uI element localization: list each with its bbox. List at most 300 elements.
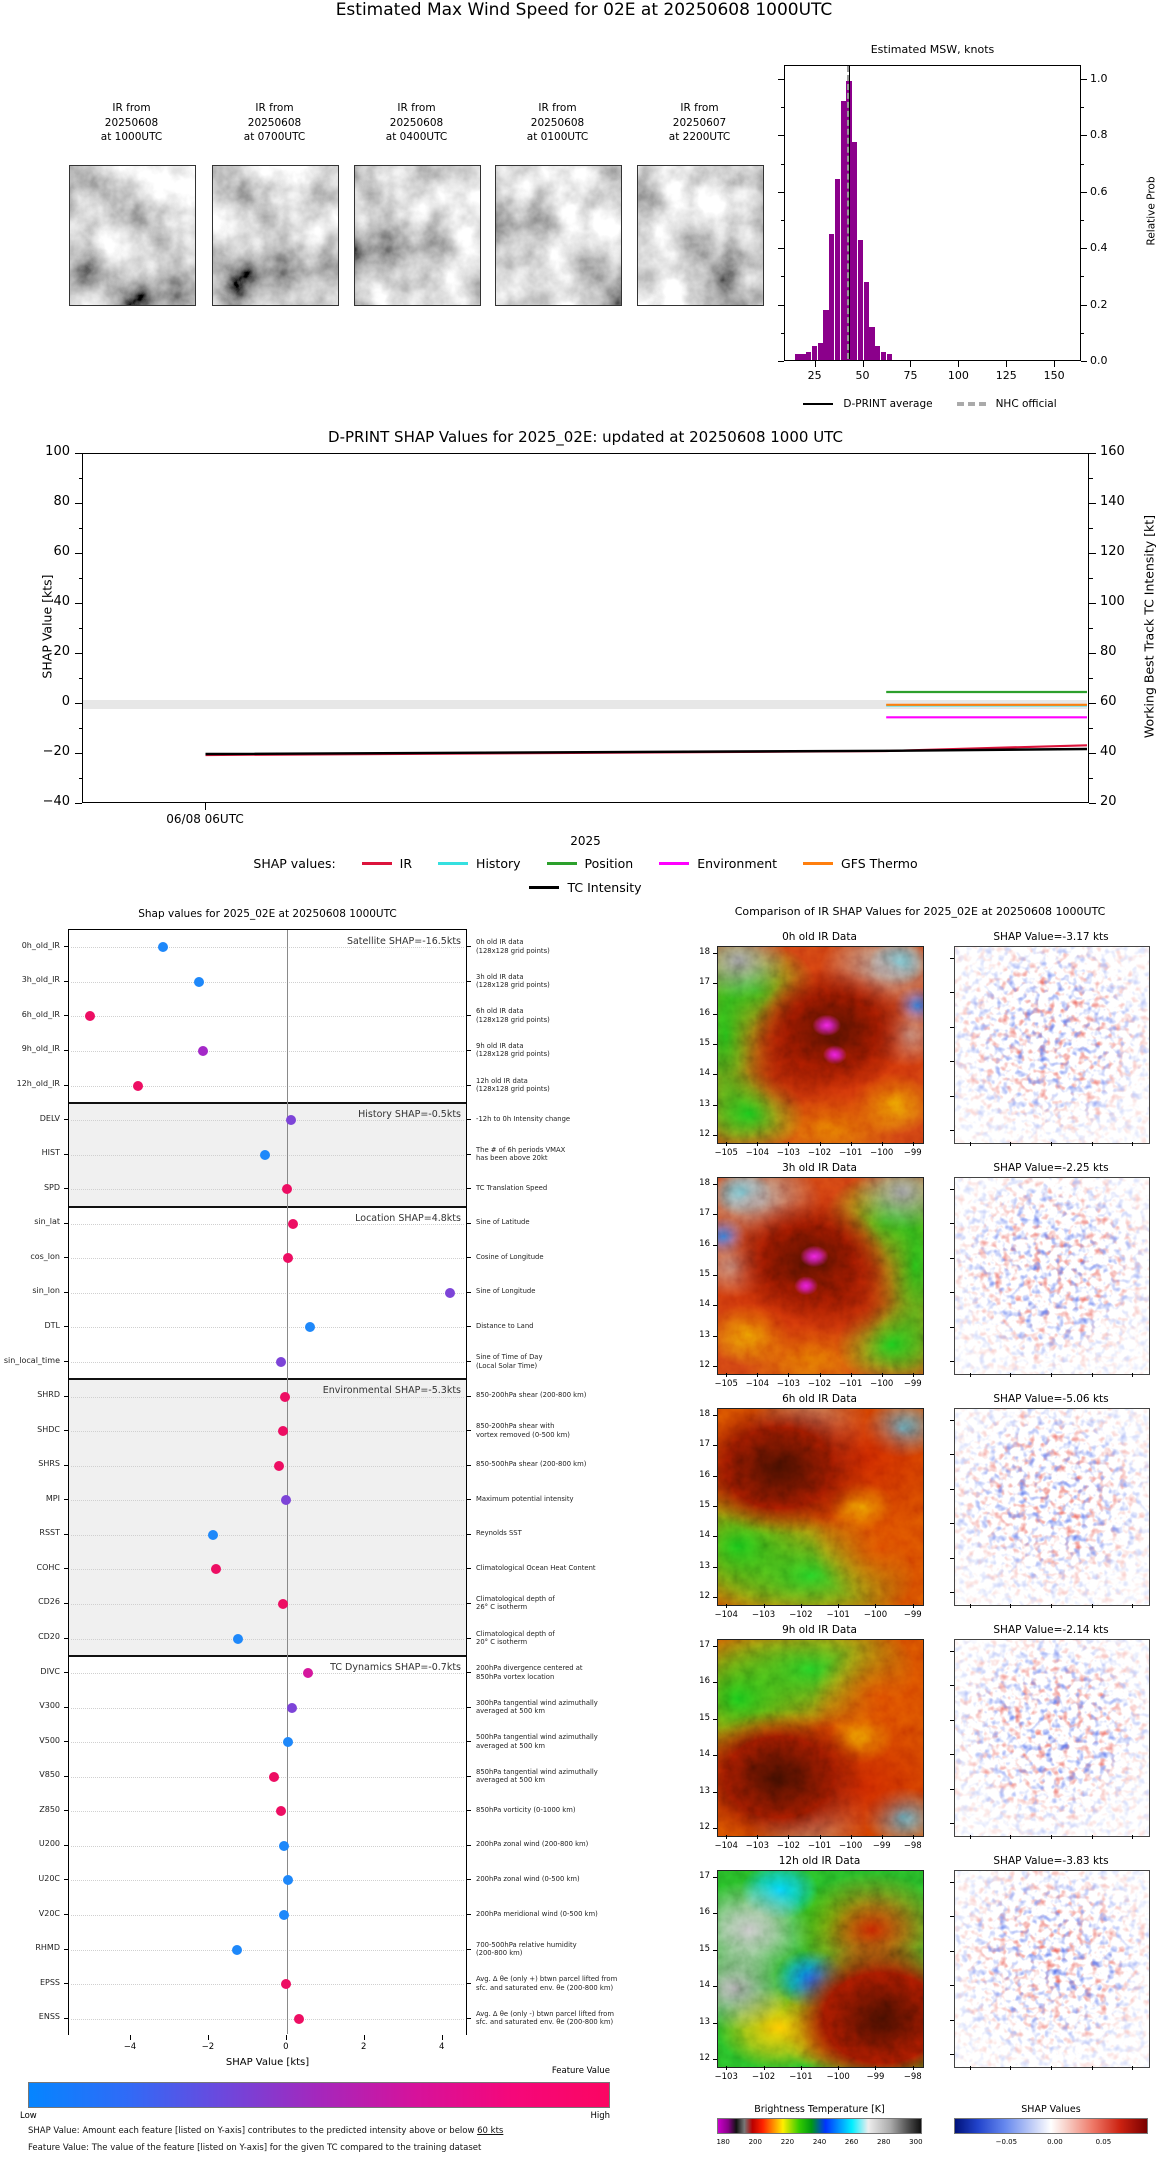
- dprint-average-legend-label: D-PRINT average: [843, 398, 933, 410]
- brightness-colorbar: [717, 2118, 922, 2134]
- timeseries-right-tick: 160: [1100, 444, 1125, 459]
- footnote-feature-value: Feature Value: The value of the feature [listed on Y-axis] for the given TC compared to the training dataset: [28, 2143, 482, 2153]
- feature-dot: [280, 1392, 290, 1402]
- timeseries-right-tick: 60: [1100, 694, 1117, 709]
- feature-description: 200hPa zonal wind (200-800 km): [476, 1840, 589, 1849]
- row-guide: [71, 1500, 464, 1501]
- histogram-bar: [841, 101, 846, 361]
- ir-map-texture: [718, 1178, 923, 1374]
- timeseries-right-tick: 120: [1100, 544, 1125, 559]
- feature-description: 3h old IR data (128x128 grid points): [476, 972, 550, 990]
- ir-map: [717, 1639, 924, 1837]
- feature-label: V20C: [38, 1908, 60, 1918]
- shap-speckle: [955, 1871, 1149, 2067]
- histogram-bar: [852, 142, 857, 360]
- section-separator: [69, 1655, 466, 1657]
- lon-tick-label: −105: [714, 1148, 738, 1158]
- legend-label: Environment: [697, 856, 778, 871]
- feature-label: MPI: [45, 1493, 60, 1503]
- row-guide: [71, 1362, 464, 1363]
- lon-tick-label: −100: [826, 2072, 850, 2082]
- lon-tick-label: −102: [776, 1841, 801, 1851]
- lon-tick-label: −101: [789, 2072, 813, 2082]
- lon-tick-label: −104: [714, 1841, 738, 1851]
- row-guide: [71, 1224, 464, 1225]
- lon-tick-label: −101: [807, 1841, 832, 1851]
- shap-map: [954, 1408, 1150, 1606]
- feature-value-colorbar-title: Feature Value: [551, 2066, 610, 2076]
- ir-cloud-noise: [355, 166, 480, 305]
- lat-tick-label: 13: [699, 1329, 710, 1340]
- feature-dot: [279, 1841, 289, 1851]
- shap-map: [954, 1870, 1150, 2068]
- row-guide: [71, 1604, 464, 1605]
- lon-tick-label: −103: [776, 1379, 801, 1389]
- footnote-shap-value: SHAP Value: Amount each feature [listed on Y-axis] contributes to the predicted intensity above or below 60 kts: [28, 2126, 504, 2136]
- feature-label: Z850: [39, 1804, 60, 1814]
- timeseries-right-tick: 20: [1100, 794, 1117, 809]
- lat-tick-label: 16: [699, 1676, 710, 1687]
- lat-tick-label: 15: [699, 1712, 710, 1723]
- shap-colorbar-title: SHAP Values: [1021, 2104, 1081, 2115]
- ir-thumbnail-image: [212, 165, 339, 306]
- row-guide: [71, 1051, 464, 1052]
- histogram-ytick-label: 0.2: [1090, 297, 1108, 311]
- feature-description: 700-500hPa relative humidity (200-800 km): [476, 1940, 577, 1958]
- brightness-tick-label: 260: [844, 2138, 859, 2146]
- lon-tick-label: −101: [826, 1610, 850, 1620]
- brightness-tick-label: 220: [780, 2138, 795, 2146]
- dot-plot-xtick: 2: [361, 2042, 367, 2052]
- lat-tick-label: 16: [699, 1007, 710, 1018]
- feature-description: -12h to 0h Intensity change: [476, 1114, 571, 1123]
- lat-tick-label: 16: [699, 1907, 710, 1918]
- histogram-bar: [835, 179, 840, 360]
- feature-label: 12h_old_IR: [16, 1079, 60, 1089]
- colorbar-low-label: Low: [20, 2111, 37, 2121]
- histogram-xtick-label: 125: [995, 369, 1017, 382]
- feature-label: RHMD: [35, 1943, 60, 1953]
- feature-dot: [233, 1634, 243, 1644]
- feature-description: Avg. Δ θe (only -) btwn parcel lifted from sfc. and saturated env. θe (200-800 km): [476, 2009, 614, 2027]
- ir-thumbnail-label: IR from 20250608 at 1000UTC: [100, 102, 163, 144]
- ir-map-title: 12h old IR Data: [778, 1855, 861, 1867]
- feature-description: TC Translation Speed: [476, 1183, 548, 1192]
- ir-cloud-noise: [70, 166, 195, 305]
- ir-map-title: 9h old IR Data: [782, 1624, 857, 1636]
- feature-dot: [276, 1806, 286, 1816]
- nhc-official-legend-label: NHC official: [995, 398, 1057, 410]
- feature-description: 6h old IR data (128x128 grid points): [476, 1007, 550, 1024]
- feature-dot: [260, 1150, 270, 1160]
- dprint-average-swatch: [803, 403, 833, 405]
- legend-item: [659, 856, 777, 871]
- lon-tick-label: −103: [745, 1841, 769, 1851]
- feature-label: cos_lon: [30, 1251, 60, 1261]
- feature-label: EPSS: [39, 1977, 60, 1987]
- section-annotation: Environmental SHAP=-5.3kts: [322, 1385, 461, 1397]
- dot-plot-area: [68, 929, 467, 2035]
- feature-label: 3h_old_IR: [21, 975, 60, 985]
- shap-map-title: SHAP Value=-5.06 kts: [993, 1393, 1109, 1405]
- timeseries-left-tick: 60: [53, 544, 70, 559]
- lat-tick-label: 14: [699, 1980, 710, 1991]
- lat-tick-label: 14: [699, 1530, 710, 1541]
- lon-tick-label: −99: [903, 1610, 922, 1620]
- ir-map-texture: [718, 1409, 923, 1605]
- histogram-bar: [875, 346, 880, 360]
- lat-tick-label: 12: [699, 1591, 710, 1602]
- histogram-plot-area: [784, 65, 1081, 361]
- timeseries-left-ylabel: SHAP Value [kts]: [39, 574, 55, 679]
- dot-plot-xtick: −2: [201, 2042, 215, 2052]
- feature-label: U200: [38, 1839, 60, 1849]
- timeseries-left-tick: 100: [45, 444, 70, 459]
- dprint-average-marker: [849, 66, 851, 359]
- histogram-ytick-label: 0.0: [1090, 354, 1108, 367]
- feature-dot: [232, 1945, 242, 1955]
- shap-speckle: [955, 947, 1149, 1143]
- lat-tick-label: 12: [699, 2053, 710, 2064]
- ir-map: [717, 946, 924, 1144]
- legend-swatch: [659, 862, 689, 865]
- feature-label: SHRS: [38, 1459, 60, 1469]
- feature-description: Distance to Land: [476, 1321, 534, 1330]
- row-guide: [71, 1189, 464, 1190]
- legend-swatch: [547, 862, 577, 865]
- lat-tick-label: 12: [699, 1360, 710, 1371]
- lat-tick-label: 13: [699, 1098, 710, 1109]
- feature-label: U20C: [38, 1873, 60, 1883]
- ir-thumbnail-image: [69, 165, 196, 306]
- ir-map: [717, 1870, 924, 2068]
- section-separator: [69, 1206, 466, 1208]
- lat-tick-label: 14: [699, 1068, 710, 1079]
- lon-tick-label: −100: [869, 1148, 894, 1158]
- ir-cloud-noise: [213, 166, 338, 305]
- feature-label: V500: [39, 1735, 60, 1745]
- lat-tick-label: 18: [699, 946, 710, 957]
- legend-label: TC Intensity: [567, 880, 642, 895]
- feature-description: Cosine of Longitude: [476, 1252, 544, 1261]
- lon-tick-label: −105: [714, 1379, 738, 1389]
- row-guide: [71, 1950, 464, 1951]
- feature-value-colorbar: [28, 2082, 610, 2108]
- legend-label: History: [476, 856, 521, 871]
- lon-tick-label: −103: [714, 2072, 738, 2082]
- histogram-bar: [829, 234, 834, 360]
- feature-dot: [274, 1461, 284, 1471]
- row-guide: [71, 1086, 464, 1087]
- dot-plot-xtick: −4: [123, 2042, 137, 2052]
- timeseries-left-tick: 20: [53, 644, 70, 659]
- feature-description: 850hPa vorticity (0-1000 km): [476, 1805, 576, 1814]
- feature-description: Climatological depth of 26° C isotherm: [476, 1594, 555, 1612]
- lat-tick-label: 16: [699, 1238, 710, 1249]
- row-guide: [71, 1777, 464, 1778]
- brightness-tick-label: 200: [748, 2138, 762, 2146]
- feature-dot: [303, 1668, 313, 1678]
- lat-tick-label: 13: [699, 2016, 710, 2027]
- feature-label: 6h_old_IR: [21, 1009, 60, 1019]
- feature-description: 850hPa tangential wind azimuthally averaged at 500 km: [476, 1767, 598, 1785]
- row-guide: [71, 1673, 464, 1674]
- histogram-ytick-label: 0.6: [1090, 184, 1108, 198]
- histogram-bar: [858, 240, 863, 360]
- feature-dot: [133, 1081, 143, 1091]
- histogram-bar: [881, 352, 886, 360]
- ir-thumbnail-image: [637, 165, 764, 306]
- brightness-tick-label: 280: [877, 2138, 891, 2146]
- row-guide: [71, 1535, 464, 1536]
- feature-label: V850: [39, 1770, 60, 1780]
- histogram-ylabel: Relative Prob: [1145, 176, 1158, 246]
- row-guide: [71, 2019, 464, 2020]
- shap-speckle: [955, 1640, 1149, 1836]
- legend-label: GFS Thermo: [841, 856, 918, 871]
- row-guide: [71, 1293, 464, 1294]
- histogram-xtick-label: 150: [1043, 369, 1065, 382]
- lat-tick-label: 12: [699, 1129, 710, 1140]
- lat-tick-label: 14: [699, 1299, 710, 1310]
- feature-description: The # of 6h periods VMAX has been above 20kt: [476, 1145, 566, 1163]
- lat-tick-label: 17: [699, 1639, 710, 1650]
- row-guide: [71, 1880, 464, 1881]
- lat-tick-label: 14: [699, 1749, 710, 1760]
- dot-plot-xtick: 0: [283, 2042, 289, 2052]
- feature-dot: [278, 1426, 288, 1436]
- timeseries-left-tick: 40: [53, 594, 70, 609]
- lon-tick-label: −102: [807, 1379, 832, 1389]
- feature-dot: [286, 1115, 296, 1125]
- brightness-colorbar-title: Brightness Temperature [K]: [754, 2104, 885, 2115]
- legend-item: [362, 856, 412, 871]
- ir-map-texture: [718, 947, 923, 1143]
- feature-description: 850-200hPa shear (200-800 km): [476, 1391, 587, 1400]
- lat-tick-label: 17: [699, 1208, 710, 1219]
- dot-plot-xlabel: SHAP Value [kts]: [225, 2057, 310, 2068]
- shap-speckle: [955, 1409, 1149, 1605]
- timeseries-xlabel: 2025: [570, 834, 601, 848]
- ir-thumbnail-label: IR from 20250607 at 2200UTC: [668, 102, 731, 144]
- histogram-legend: [700, 398, 1160, 410]
- ir-map-title: 3h old IR Data: [782, 1162, 857, 1174]
- lat-tick-label: 15: [699, 1500, 710, 1510]
- lon-tick-label: −102: [807, 1148, 832, 1158]
- section-separator: [69, 1102, 466, 1104]
- lat-tick-label: 17: [699, 1870, 710, 1881]
- feature-label: SPD: [43, 1182, 60, 1192]
- histogram-bar: [818, 343, 823, 360]
- histogram-bar: [795, 354, 800, 360]
- feature-dot: [278, 1599, 288, 1609]
- legend-item: [547, 856, 634, 871]
- legend-swatch: [529, 886, 559, 889]
- shap-map: [954, 1639, 1150, 1837]
- lat-tick-label: 13: [699, 1560, 710, 1571]
- histogram-title: Estimated MSW, knots: [870, 43, 995, 56]
- feature-description: 200hPa meridional wind (0-500 km): [476, 1909, 598, 1918]
- timeseries-right-tick: 140: [1100, 494, 1125, 509]
- ir-cloud-noise: [496, 166, 621, 305]
- row-guide: [71, 1708, 464, 1709]
- dot-plot-title: Shap values for 2025_02E at 20250608 1000UTC: [138, 908, 397, 920]
- shap-map-title: SHAP Value=-2.14 kts: [993, 1624, 1109, 1636]
- lon-tick-label: −102: [751, 2072, 776, 2082]
- feature-dot: [282, 1184, 292, 1194]
- feature-label: DELV: [39, 1113, 60, 1123]
- lon-tick-label: −101: [838, 1379, 863, 1389]
- section-annotation: Location SHAP=4.8kts: [355, 1212, 461, 1224]
- lon-tick-label: −101: [838, 1148, 863, 1158]
- feature-label: SHRD: [37, 1390, 60, 1400]
- lat-tick-label: 15: [699, 1943, 710, 1954]
- brightness-tick-label: 180: [716, 2138, 730, 2146]
- section-bg: [69, 1379, 466, 1656]
- feature-label: V300: [39, 1701, 60, 1711]
- histogram-ytick-label: 1.0: [1090, 72, 1108, 86]
- histogram-xtick-label: 25: [807, 369, 822, 382]
- lon-tick-label: −102: [789, 1610, 813, 1620]
- section-annotation: Satellite SHAP=-16.5kts: [346, 936, 461, 947]
- lon-tick-label: −104: [714, 1610, 738, 1620]
- dot-plot-xtick: 4: [438, 2042, 445, 2052]
- timeseries-right-tick: 100: [1100, 594, 1125, 609]
- feature-description: 9h old IR data (128x128 grid points): [476, 1041, 550, 1059]
- row-guide: [71, 947, 464, 948]
- histogram-bar: [806, 352, 811, 360]
- feature-label: sin_lat: [34, 1217, 60, 1227]
- row-guide: [71, 1327, 464, 1328]
- ir-map-title: 6h old IR Data: [782, 1393, 857, 1405]
- shap-map-title: SHAP Value=-2.25 kts: [993, 1162, 1109, 1174]
- feature-label: ENSS: [38, 2012, 60, 2022]
- shap-tick-label: 0.00: [1047, 2138, 1063, 2146]
- row-guide: [71, 1569, 464, 1570]
- lon-tick-label: −100: [838, 1841, 863, 1851]
- feature-dot: [294, 2014, 304, 2024]
- section-separator: [69, 1378, 466, 1380]
- feature-label: RSST: [39, 1528, 60, 1538]
- ir-map-texture: [718, 1871, 923, 2067]
- feature-description: 850-500hPa shear (200-800 km): [476, 1460, 587, 1469]
- legend-label: IR: [399, 856, 413, 871]
- shap-map: [954, 1177, 1150, 1375]
- lat-tick-label: 17: [699, 977, 710, 988]
- timeseries-title: D-PRINT SHAP Values for 2025_02E: updated at 20250608 1000 UTC: [328, 428, 843, 446]
- row-guide: [71, 1639, 464, 1640]
- shap-tick-label: −0.05: [995, 2138, 1018, 2146]
- legend-swatch: [438, 862, 468, 865]
- histogram-ytick-label: 0.4: [1090, 241, 1108, 255]
- ir-cloud-noise: [638, 166, 763, 305]
- timeseries-lines: [83, 454, 1087, 801]
- row-guide: [71, 1431, 464, 1432]
- ir-thumbnail-label: IR from 20250608 at 0100UTC: [526, 102, 589, 144]
- feature-description: Sine of Latitude: [476, 1218, 530, 1227]
- lon-tick-label: −103: [776, 1148, 801, 1158]
- timeseries-left-tick: 80: [53, 494, 70, 509]
- feature-description: Reynolds SST: [476, 1529, 522, 1538]
- timeseries-right-tick: 80: [1100, 644, 1117, 659]
- histogram-bar: [864, 282, 869, 360]
- timeseries-left-tick: −40: [42, 794, 70, 809]
- feature-description: Sine of Time of Day (Local Solar Time): [476, 1353, 543, 1370]
- timeseries-right-tick: 40: [1100, 744, 1117, 759]
- lon-tick-label: −98: [903, 1841, 922, 1851]
- histogram-ytick-label: 0.8: [1090, 128, 1108, 142]
- feature-description: 850-200hPa shear with vortex removed (0-500 km): [476, 1422, 570, 1439]
- colorbar-high-label: High: [590, 2111, 610, 2121]
- feature-description: 500hPa tangential wind azimuthally averaged at 500 km: [476, 1733, 598, 1750]
- lat-tick-label: 18: [699, 1408, 710, 1419]
- feature-description: Avg. Δ θe (only +) btwn parcel lifted from sfc. and saturated env. θe (200-800 km): [476, 1975, 618, 1992]
- row-guide: [71, 1397, 464, 1398]
- histogram-bar: [887, 354, 892, 360]
- comparison-title: Comparison of IR SHAP Values for 2025_02E at 20250608 1000UTC: [734, 905, 1106, 918]
- row-guide: [71, 1120, 464, 1121]
- row-guide: [71, 1258, 464, 1259]
- ir-map-texture: [718, 1640, 923, 1836]
- feature-label: sin_local_time: [3, 1355, 60, 1365]
- row-guide: [71, 1742, 464, 1743]
- timeseries-xtick-label: 06/08 06UTC: [166, 812, 244, 826]
- row-guide: [71, 1984, 464, 1985]
- figure-title: Estimated Max Wind Speed for 02E at 20250608 1000UTC: [335, 0, 833, 20]
- feature-description: Sine of Longitude: [476, 1287, 536, 1296]
- feature-label: HIST: [41, 1148, 60, 1158]
- feature-dot: [194, 977, 204, 987]
- histogram-bar: [800, 354, 805, 360]
- timeseries-legend-row2: [82, 880, 1089, 895]
- legend-label: Position: [584, 856, 634, 871]
- section-annotation: TC Dynamics SHAP=-0.7kts: [330, 1661, 461, 1673]
- lon-tick-label: −100: [869, 1379, 894, 1389]
- ir-map: [717, 1408, 924, 1606]
- feature-label: CD20: [38, 1632, 60, 1642]
- lat-tick-label: 15: [699, 1038, 710, 1048]
- feature-description: 200hPa divergence centered at 850hPa vortex location: [476, 1664, 583, 1681]
- feature-dot: [276, 1357, 286, 1367]
- lat-tick-label: 18: [699, 1177, 710, 1188]
- lon-tick-label: −99: [872, 1841, 891, 1851]
- lat-tick-label: 17: [699, 1439, 710, 1450]
- ir-map-title: 0h old IR Data: [782, 931, 857, 943]
- ir-thumbnail-image: [354, 165, 481, 306]
- histogram-xtick-label: 50: [855, 369, 870, 382]
- lat-tick-label: 16: [699, 1469, 710, 1480]
- feature-dot: [269, 1772, 279, 1782]
- lon-tick-label: −99: [903, 1148, 922, 1158]
- histogram-bar: [823, 310, 828, 360]
- ir-thumbnail-image: [495, 165, 622, 306]
- legend-prefix-label: SHAP values:: [253, 856, 336, 871]
- shap-colorbar: [954, 2118, 1148, 2134]
- lon-tick-label: −99: [903, 1379, 922, 1389]
- feature-dot: [208, 1530, 218, 1540]
- feature-description: 300hPa tangential wind azimuthally averaged at 500 km: [476, 1698, 598, 1716]
- feature-label: DIVC: [40, 1666, 60, 1676]
- ir-map: [717, 1177, 924, 1375]
- row-guide: [71, 1466, 464, 1467]
- row-guide: [71, 1915, 464, 1916]
- feature-description: Climatological depth of 20° C isotherm: [476, 1629, 555, 1647]
- lon-tick-label: −98: [903, 2072, 922, 2082]
- lat-tick-label: 13: [699, 1785, 710, 1796]
- feature-description: 0h old IR data (128x128 grid points): [476, 938, 550, 955]
- feature-description: 12h old IR data (128x128 grid points): [476, 1076, 550, 1094]
- section-annotation: History SHAP=-0.5kts: [358, 1108, 461, 1120]
